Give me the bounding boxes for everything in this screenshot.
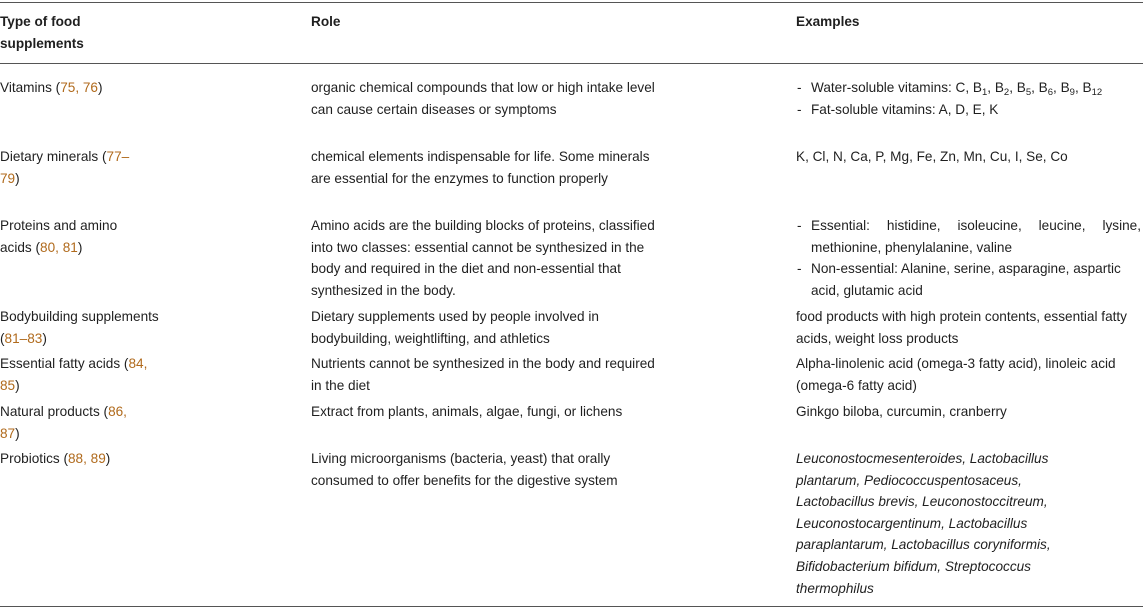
row-examples [796,77,1141,120]
row-role-text: chemical elements indispensable for life. Some minerals are essential for the enzymes to function properly [311,149,650,186]
table-row-type: Vitamins (75, 76) [0,80,103,95]
table-row-type: Proteins and amino acids (80, 81) [0,218,118,255]
row-examples: Ginkgo biloba, curcumin, cranberry [796,404,1007,419]
table-row-type: Natural products (86, 87) [0,404,127,441]
row-examples: Alpha-linolenic acid (omega-3 fatty acid), linoleic acid (omega-6 fatty acid) [796,356,1116,393]
table-bottom-rule [0,606,1143,607]
row-examples: Leuconostocmesenteroides, Lactobacillus plantarum, Pediococcuspentosaceus, Lactobacillus brevis, Leuconostoccitreum, Leuconostocargentinum, Lactobacillus paraplantarum, Lactobacillus coryniformis, Bifidobacterium bifidum, Streptococcus thermophilus [796,451,1051,596]
row-role-text: Nutrients cannot be synthesized in the body and required in the diet [311,356,655,393]
reference-link[interactable]: 75, 76 [60,80,98,95]
reference-link[interactable]: 84, 85 [0,356,148,393]
row-type-label: Vitamins [0,80,52,95]
row-type-label: Probiotics [0,451,60,466]
table-row-type: Essential fatty acids (84, 85) [0,356,148,393]
table-header-rule [0,63,1143,64]
reference-link[interactable]: 81–83 [4,330,43,346]
list-item: - Essential: histidine, isoleucine, leucine, lysine, methionine, phenylalanine, valine [796,215,1141,258]
list-item: - Water-soluble vitamins: C, $B_1$, $B_2$, $B_5$, $B_6$, $B_9$, $B_{12}$ [796,77,1141,99]
header-role: Role [311,14,341,29]
row-examples: food products with high protein contents, essential fatty acids, weight loss products [796,309,1127,346]
row-type-label: Bodybuilding supplements [0,309,159,324]
reference-link[interactable]: 80, 81 [40,239,78,255]
row-type-label: Natural products [0,404,100,419]
row-role-text: Amino acids are the building blocks of proteins, classified into two classes: essential cannot be synthesized in the body and required in the diet and non-essential that synthesized in the body. [311,218,655,298]
list-item: - Non-essential: Alanine, serine, asparagine, aspartic acid, glutamic acid [796,258,1141,301]
row-type-label: Essential fatty acids [0,356,121,371]
table-top-rule [0,2,1143,3]
row-role-text: Living microorganisms (bacteria, yeast) that orally consumed to offer benefits for the digestive system [311,451,618,488]
reference-link[interactable]: 77–79 [0,149,130,186]
row-type-label: Proteins and amino acids [0,218,118,255]
header-examples: Examples [796,14,860,29]
table-row-type: Bodybuilding supplements (81–83) [0,309,159,346]
row-type-label: Dietary minerals [0,149,99,164]
reference-link[interactable]: 88, 89 [68,451,106,466]
table-row-type: Probiotics (88, 89) [0,451,111,466]
header-type: Type of food supplements [0,14,84,51]
table-row-type: Dietary minerals (77–79) [0,149,130,186]
reference-link[interactable]: 86, 87 [0,404,127,441]
row-examples [796,215,1141,301]
list-item: - Fat-soluble vitamins: A, D, E, K [796,99,1141,121]
row-role-text: Dietary supplements used by people involved in bodybuilding, weightlifting, and athletics [311,309,599,346]
row-examples: K, Cl, N, Ca, P, Mg, Fe, Zn, Mn, Cu, I, Se, Co [796,149,1068,164]
row-role-text: organic chemical compounds that low or high intake level can cause certain diseases or symptoms [311,80,655,117]
row-role-text: Extract from plants, animals, algae, fungi, or lichens [311,404,623,419]
